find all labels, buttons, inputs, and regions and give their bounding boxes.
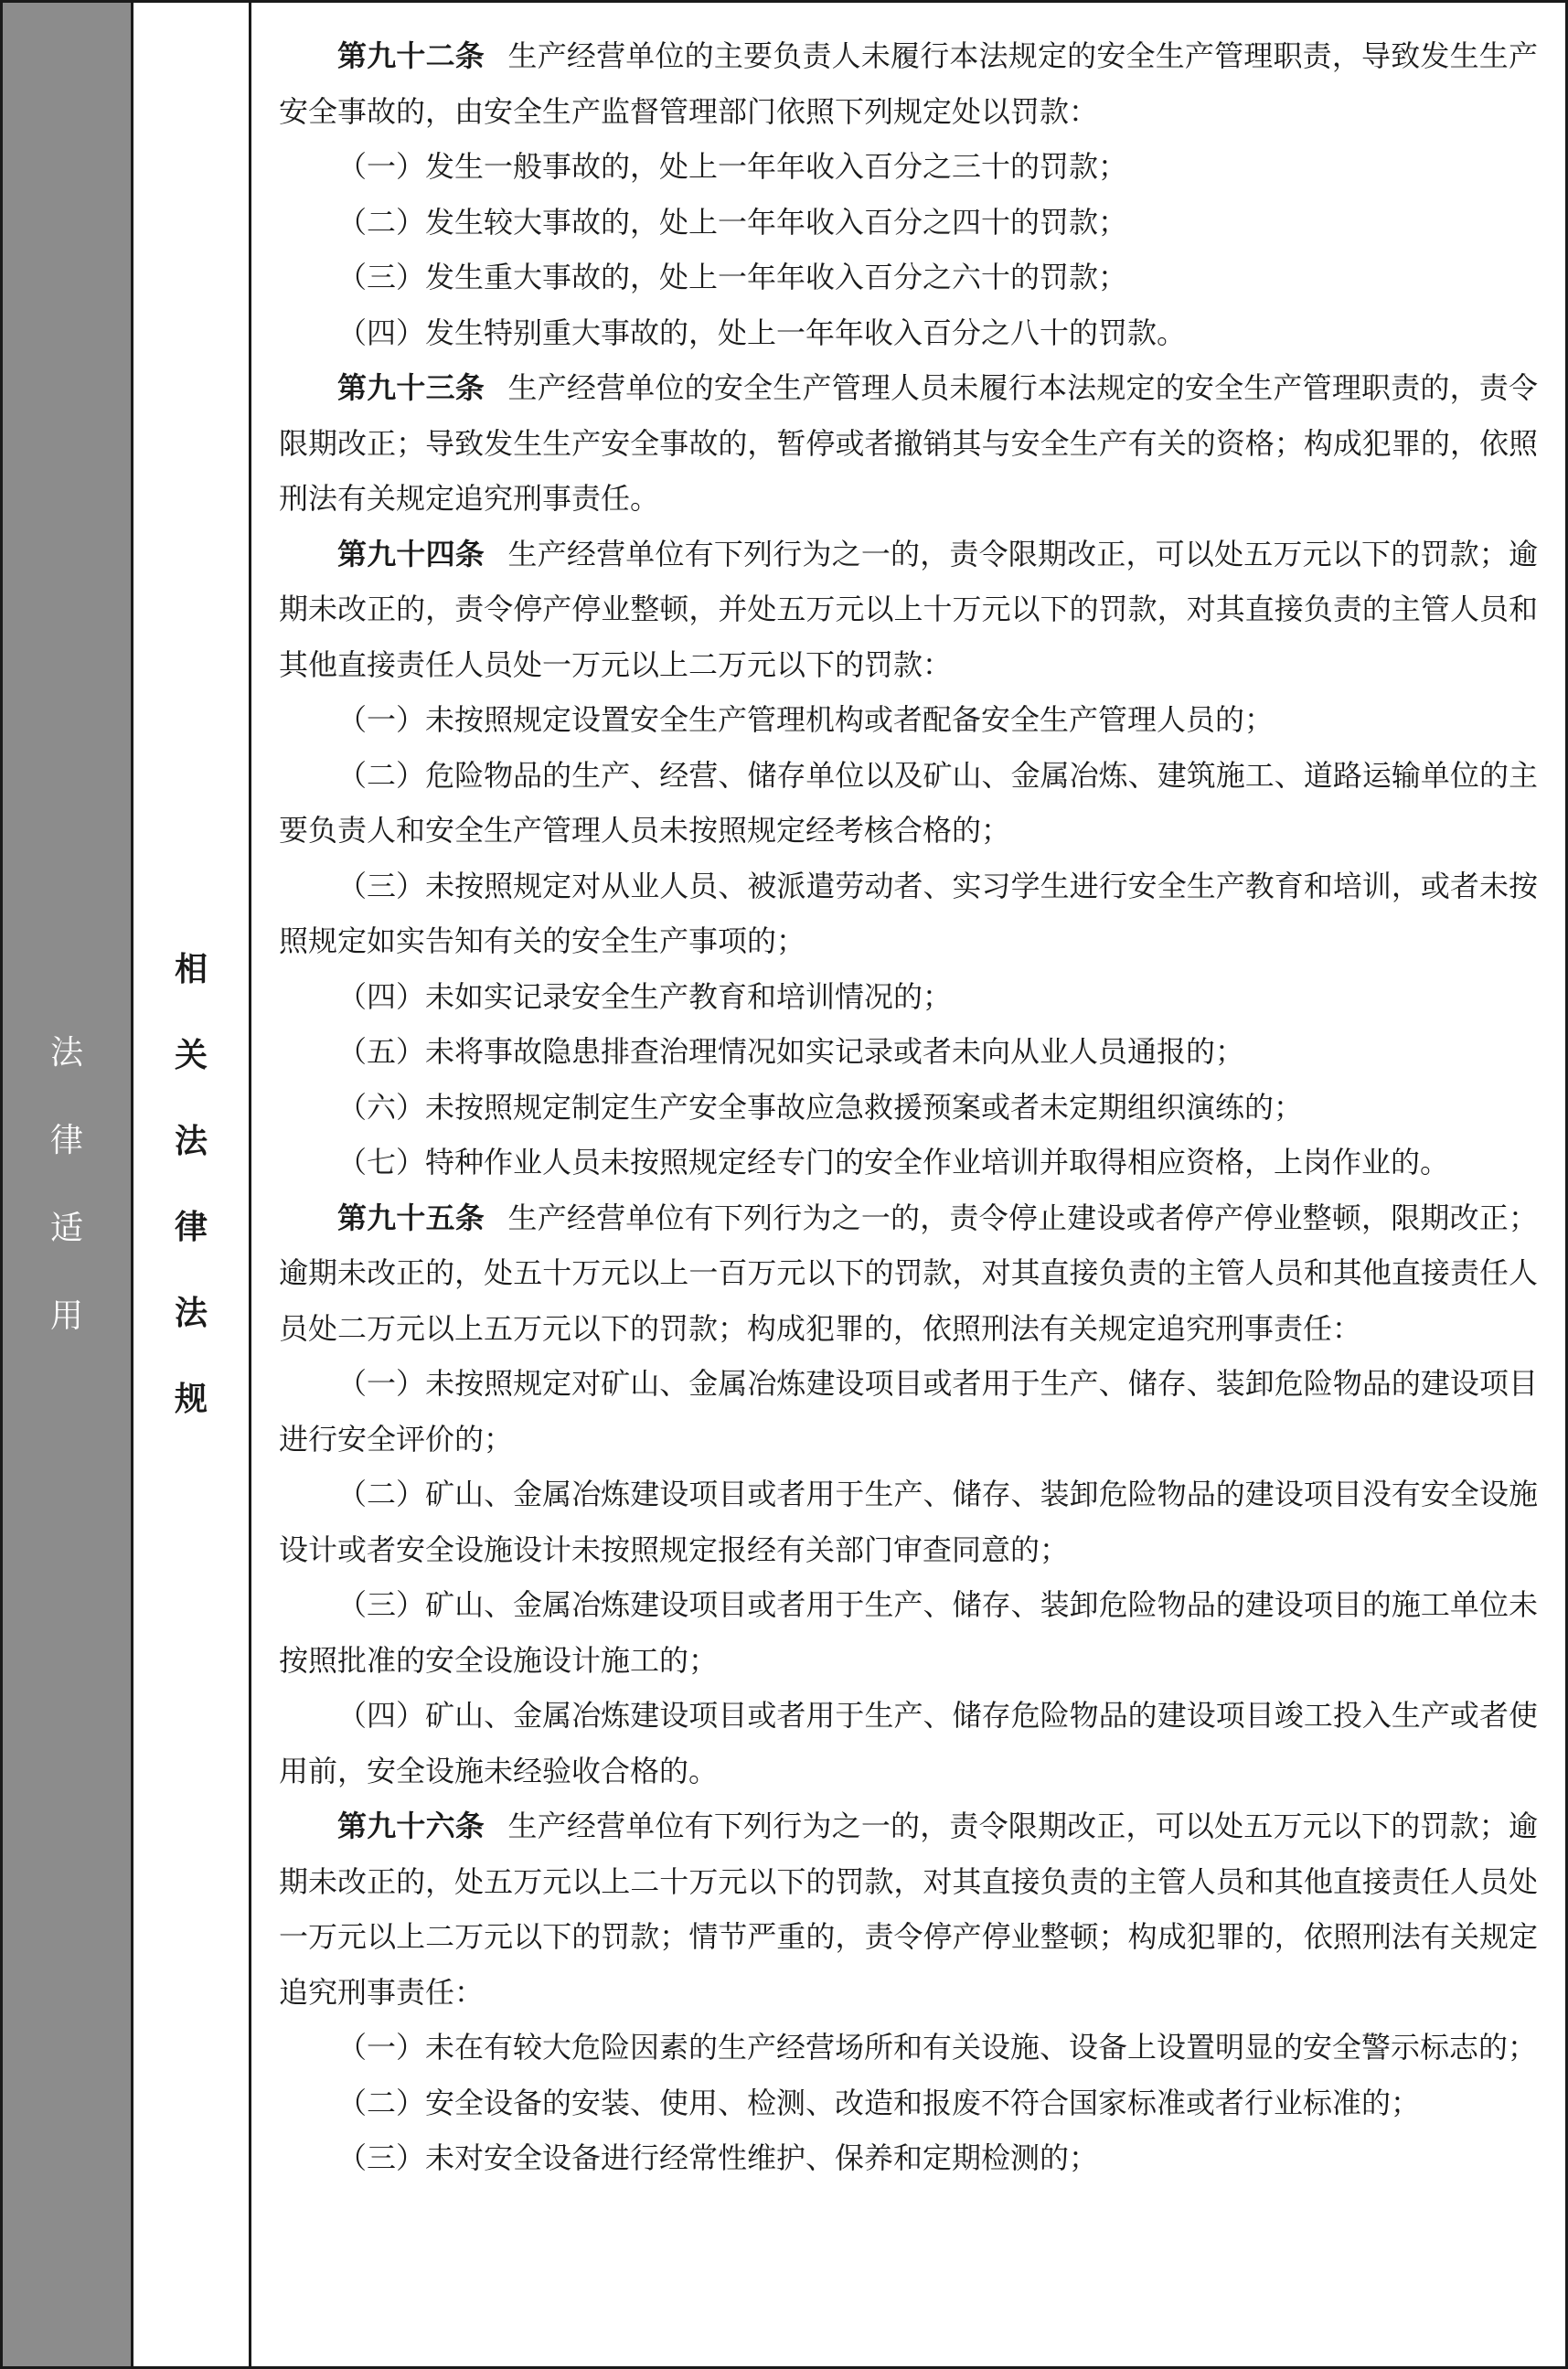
clause-paragraph (279, 748, 1538, 859)
clause-paragraph (279, 1467, 1538, 1577)
clause-text: （二）矿山、金属冶炼建设项目或者用于生产、储存、装卸危险物品的建设项目没有安全设施设计或者安全设施设计未按照规定报经有关部门审查同意的； (279, 1477, 1538, 1567)
clause-text: （二）危险物品的生产、经营、储存单位以及矿山、金属冶炼、建筑施工、道路运输单位的主要负责人和安全生产管理人员未按照规定经考核合格的； (279, 757, 1538, 848)
section-char: 律 (174, 1208, 208, 1246)
article-paragraph (279, 360, 1538, 527)
clause-text: （三）未对安全设备进行经常性维护、保养和定期检测的； (337, 2140, 1099, 2175)
clause-text: （六）未按照规定制定生产安全事故应急救援预案或者未定期组织演练的； (337, 1089, 1304, 1125)
clause-paragraph (279, 2130, 1538, 2186)
section-char: 法 (174, 1122, 208, 1160)
section-char: 法 (174, 1294, 208, 1332)
clause-paragraph (279, 1024, 1538, 1080)
clause-paragraph (279, 2020, 1538, 2076)
category-char: 法 (49, 1033, 83, 1072)
clause-text: （一）未按照规定设置安全生产管理机构或者配备安全生产管理人员的； (337, 702, 1275, 737)
clause-text: （三）未按照规定对从业人员、被派遣劳动者、实习学生进行安全生产教育和培训，或者未按照规定如实告知有关的安全生产事项的； (279, 868, 1538, 958)
section-char: 规 (174, 1380, 208, 1418)
article-paragraph (279, 1190, 1538, 1357)
article-paragraph (279, 1798, 1538, 2020)
clause-paragraph (279, 1688, 1538, 1798)
article-text: 生产经营单位的主要负责人未履行本法规定的安全生产管理职责，导致发生生产安全事故的，由安全生产监督管理部门依照下列规定处以罚款： (279, 38, 1538, 129)
section-char: 相 (174, 950, 208, 988)
article-text: 生产经营单位的安全生产管理人员未履行本法规定的安全生产管理职责的，责令限期改正；导致发生生产安全事故的，暂停或者撤销其与安全生产有关的资格；构成犯罪的，依照刑法有关规定追究刑事责任。 (279, 370, 1538, 516)
section-char: 关 (174, 1036, 208, 1074)
clause-text: （五）未将事故隐患排查治理情况如实记录或者未向从业人员通报的； (337, 1034, 1245, 1069)
clause-paragraph (279, 1356, 1538, 1467)
clause-text: （一）未按照规定对矿山、金属冶炼建设项目或者用于生产、储存、装卸危险物品的建设项目进行安全评价的； (279, 1366, 1538, 1457)
article-text: 生产经营单位有下列行为之一的，责令限期改正，可以处五万元以下的罚款；逾期未改正的，责令停产停业整顿，并处五万元以上十万元以下的罚款，对其直接负责的主管人员和其他直接责任人员处一万元以上二万元以下的罚款： (279, 536, 1538, 682)
article-number: 第九十四条 (337, 536, 485, 571)
clause-text: （一）发生一般事故的，处上一年年收入百分之三十的罚款； (337, 149, 1128, 184)
clause-text: （三）矿山、金属冶炼建设项目或者用于生产、储存、装卸危险物品的建设项目的施工单位未按照批准的安全设施设计施工的； (279, 1587, 1538, 1678)
clause-text: （一）未在有较大危险因素的生产经营场所和有关设施、设备上设置明显的安全警示标志的； (337, 2030, 1538, 2065)
category-char: 用 (49, 1297, 83, 1335)
clause-paragraph (279, 859, 1538, 969)
category-char: 律 (49, 1121, 83, 1159)
article-number: 第九十二条 (337, 38, 485, 73)
clause-paragraph (279, 1135, 1538, 1190)
clause-paragraph (279, 969, 1538, 1025)
clause-paragraph (279, 1577, 1538, 1688)
clause-text: （二）发生较大事故的，处上一年年收入百分之四十的罚款； (337, 204, 1128, 240)
category-char: 适 (49, 1209, 83, 1247)
clause-text: （四）发生特别重大事故的，处上一年年收入百分之八十的罚款。 (337, 315, 1187, 350)
clause-text: （二）安全设备的安装、使用、检测、改造和报废不符合国家标准或者行业标准的； (337, 2085, 1421, 2120)
article-number: 第九十三条 (337, 370, 485, 405)
clause-text: （七）特种作业人员未按照规定经专门的安全作业培训并取得相应资格，上岗作业的。 (337, 1145, 1450, 1179)
clause-text: （四）矿山、金属冶炼建设项目或者用于生产、储存危险物品的建设项目竣工投入生产或者使用前，安全设施未经验收合格的。 (279, 1698, 1538, 1788)
clause-text: （三）发生重大事故的，处上一年年收入百分之六十的罚款； (337, 260, 1128, 294)
law-text-column (251, 3, 1565, 2366)
category-column (3, 3, 133, 2366)
article-text: 生产经营单位有下列行为之一的，责令限期改正，可以处五万元以下的罚款；逾期未改正的，处五万元以上二十万元以下的罚款，对其直接负责的主管人员和其他直接责任人员处一万元以上二万元以下的罚款；情节严重的，责令停产停业整顿；构成犯罪的，依照刑法有关规定追究刑事责任： (279, 1809, 1538, 2010)
clause-paragraph (279, 2076, 1538, 2131)
clause-paragraph (279, 139, 1538, 195)
clause-paragraph (279, 1080, 1538, 1136)
clause-text: （四）未如实记录安全生产教育和培训情况的； (337, 978, 953, 1014)
clause-paragraph (279, 692, 1538, 748)
article-paragraph (279, 28, 1538, 139)
article-number: 第九十五条 (337, 1200, 485, 1235)
article-text: 生产经营单位有下列行为之一的，责令停止建设或者停产停业整顿，限期改正；逾期未改正的，处五十万元以上一百万元以下的罚款，对其直接负责的主管人员和其他直接责任人员处二万元以上五万元以下的罚款；构成犯罪的，依照刑法有关规定追究刑事责任： (279, 1200, 1538, 1346)
clause-paragraph (279, 250, 1538, 305)
article-number: 第九十六条 (337, 1809, 485, 1843)
article-paragraph (279, 527, 1538, 693)
clause-paragraph (279, 305, 1538, 361)
clause-paragraph (279, 195, 1538, 251)
section-column (133, 3, 251, 2366)
